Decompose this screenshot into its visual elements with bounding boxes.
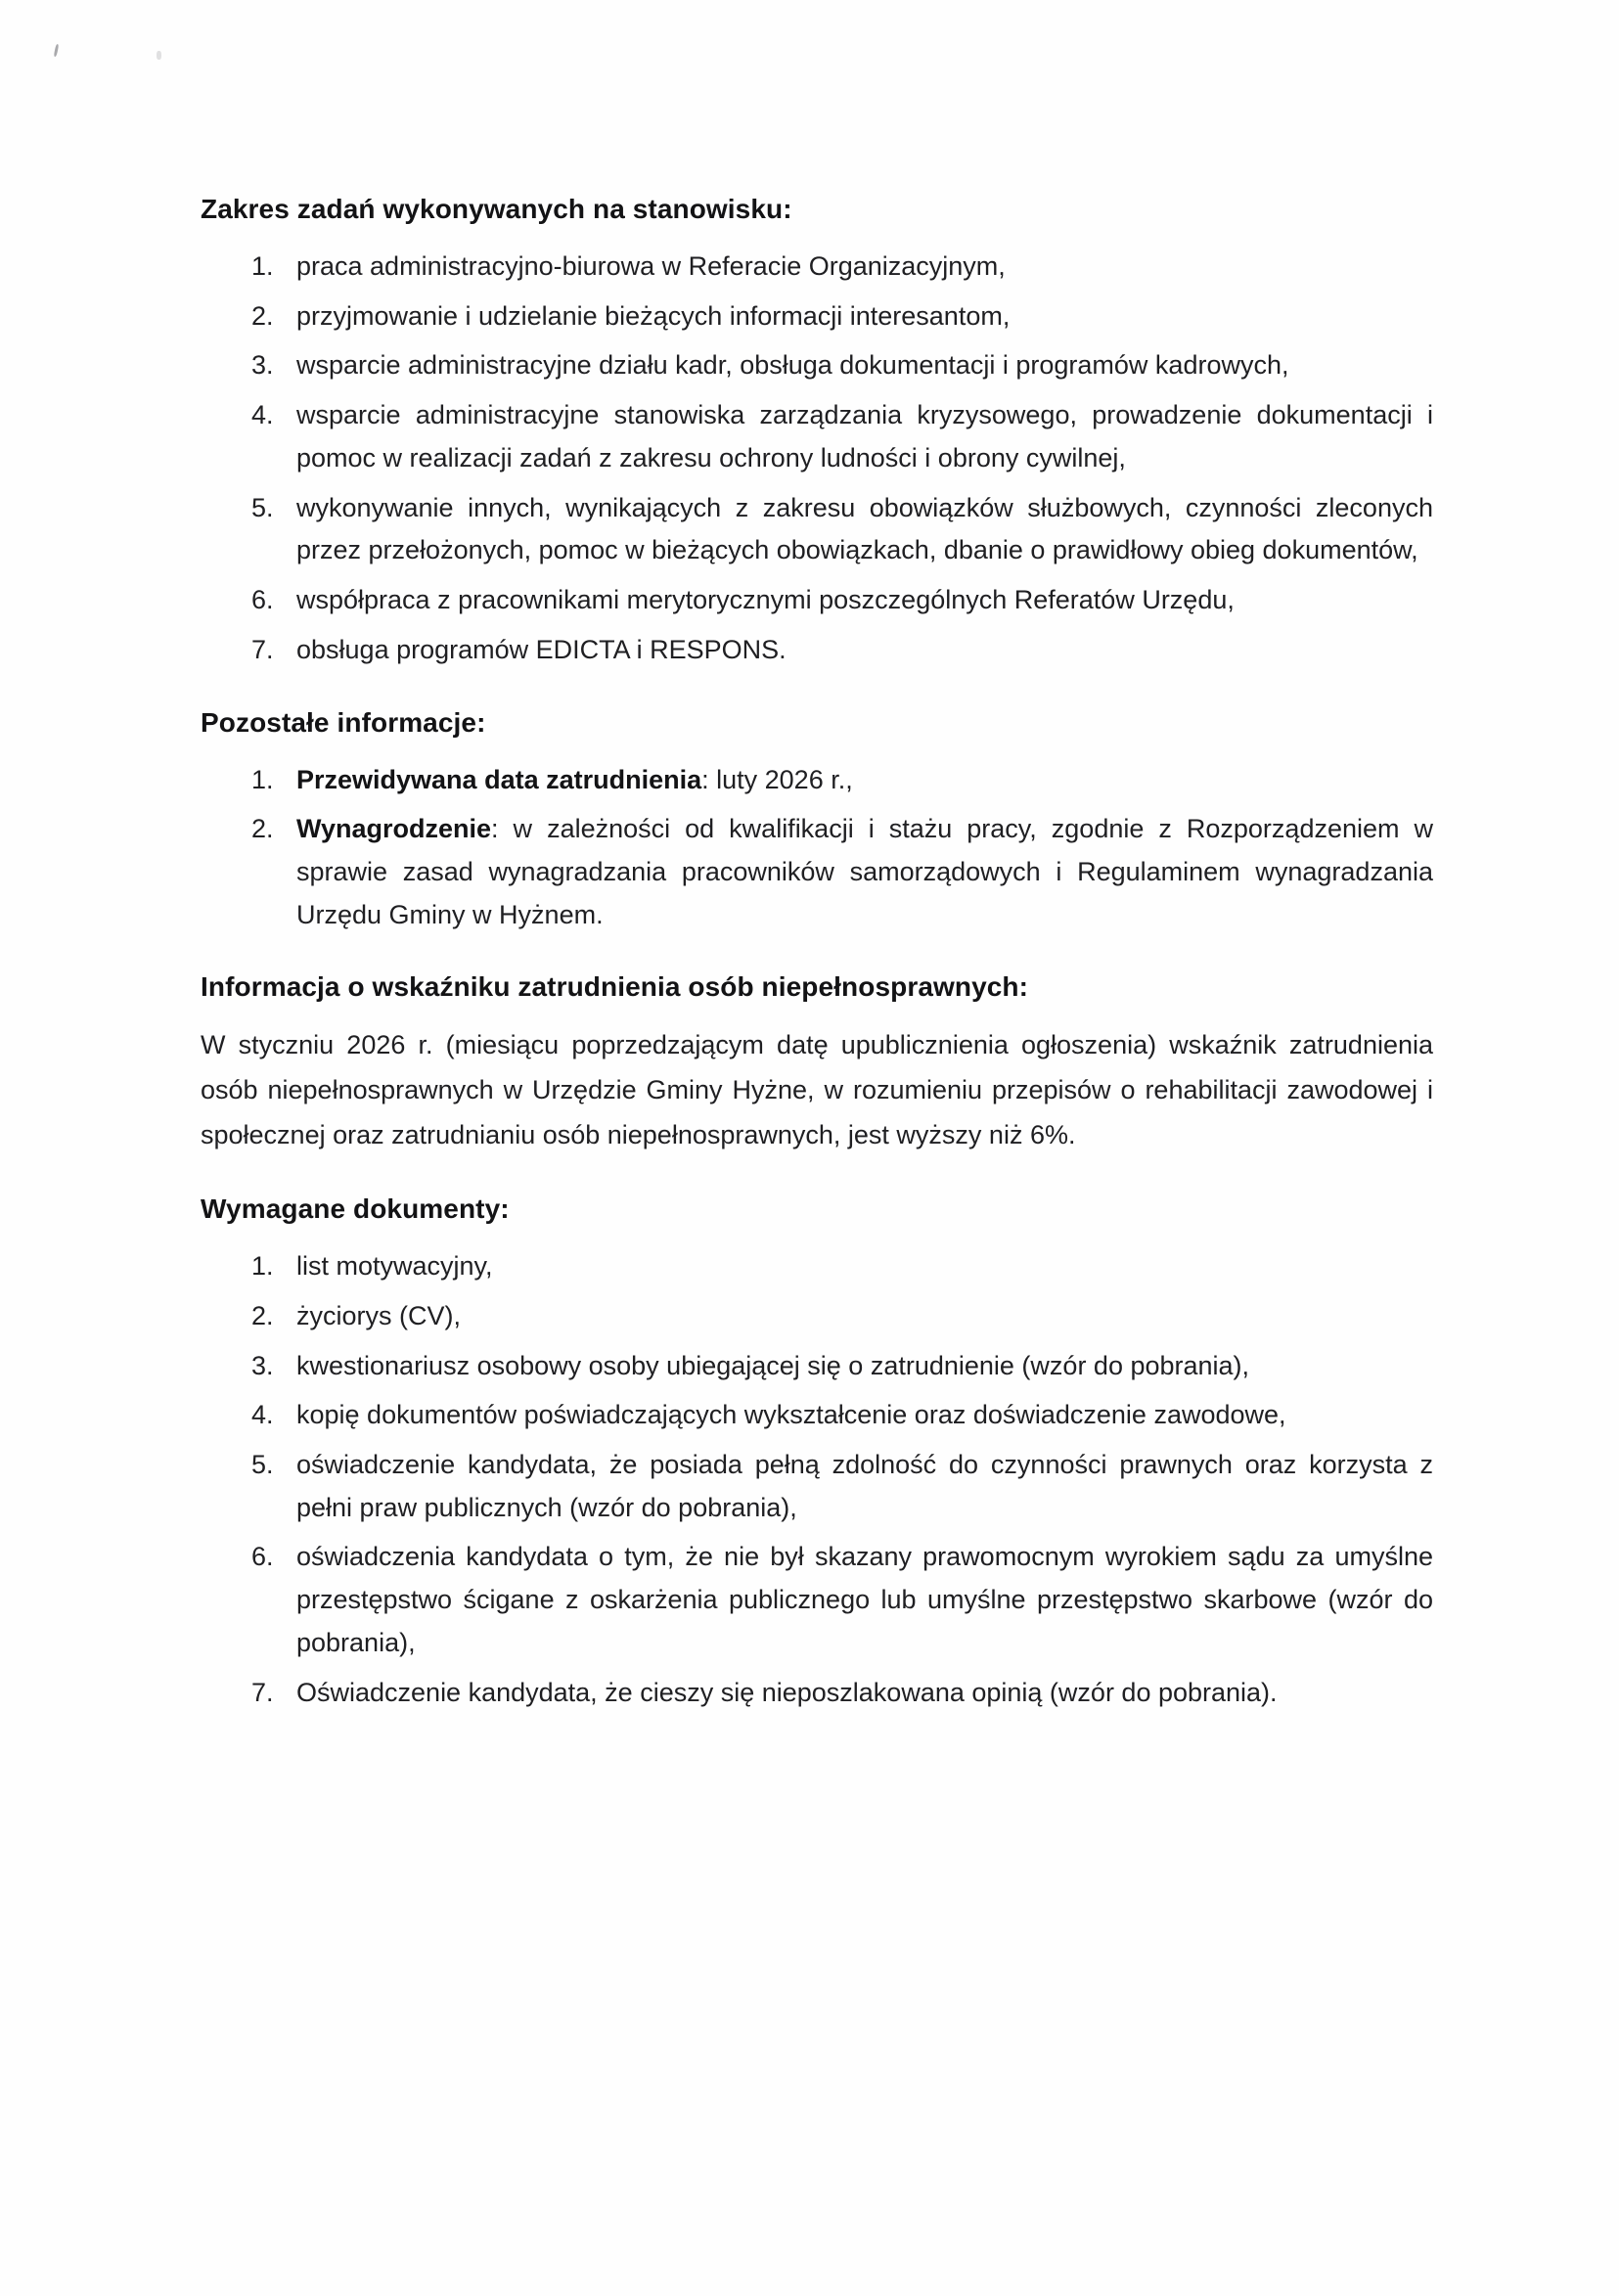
list-item-lead: Wynagrodzenie — [296, 814, 492, 844]
list-marker: 1. — [251, 764, 274, 794]
list-marker: 1. — [251, 1251, 274, 1282]
list-item — [201, 629, 1433, 672]
list-item — [201, 759, 1433, 802]
list-item — [201, 1672, 1433, 1715]
list-item-text — [296, 808, 1433, 936]
list-item — [201, 808, 1433, 936]
scan-artifact-speck — [157, 51, 161, 60]
list-wymagane-dokumenty — [201, 1245, 1433, 1714]
list-item-text: kwestionariusz osobowy osoby ubiegającej się o zatrudnienie (wzór do pobrania), — [296, 1350, 1250, 1380]
list-item-text: współpraca z pracownikami merytorycznymi poszczególnych Referatów Urzędu, — [296, 585, 1235, 615]
list-item-text: praca administracyjno-biurowa w Referacie Organizacyjnym, — [296, 250, 1006, 281]
list-marker: 3. — [251, 1350, 274, 1380]
list-item-lead: Przewidywana data zatrudnienia — [296, 764, 702, 794]
list-item-text: list motywacyjny, — [296, 1251, 493, 1282]
list-item-text: Oświadczenie kandydata, że cieszy się nieposzlakowana opinią (wzór do pobrania). — [296, 1677, 1278, 1707]
list-item-text: kopię dokumentów poświadczających wykształcenie oraz doświadczenie zawodowe, — [296, 1400, 1286, 1430]
list-item-rest: : w zależności od kwalifikacji i stażu pracy, zgodnie z Rozporządzeniem w sprawie zasad wynagradzania pracowników samorządowych i Regulaminem wynagradzania Urzędu Gminy w Hyżnem. — [296, 814, 1433, 929]
list-marker: 7. — [251, 634, 274, 664]
section-heading-pozostale-informacje: Pozostałe informacje: — [201, 706, 486, 738]
paragraph-wskaznik-zatrudnienia: W styczniu 2026 r. (miesiącu poprzedzającym datę upublicznienia ogłoszenia) wskaźnik zatrudnienia osób niepełnosprawnych w Urzędzie Gminy Hyżne, w rozumieniu przepisów o rehabilitacji zawodowej i społecznej oraz zatrudnianiu osób niepełnosprawnych, jest wyższy niż 6%. — [201, 1030, 1433, 1150]
list-marker: 4. — [251, 1400, 274, 1430]
list-item — [201, 1295, 1433, 1338]
spacer — [201, 1158, 1433, 1192]
list-marker: 2. — [251, 1300, 274, 1330]
section-heading-wymagane-dokumenty: Wymagane dokumenty: — [201, 1193, 510, 1225]
document-content — [201, 192, 1433, 1714]
list-item — [201, 1345, 1433, 1388]
list-item — [201, 487, 1433, 572]
list-marker: 7. — [251, 1677, 274, 1707]
list-item-text: przyjmowanie i udzielanie bieżących informacji interesantom, — [296, 300, 1011, 331]
list-item-text: oświadczenia kandydata o tym, że nie był skazany prawomocnym wyrokiem sądu za umyślne przestępstwo ścigane z oskarżenia publicznego lub umyślne przestępstwo skarbowe (wzór do pobrania), — [296, 1542, 1433, 1657]
list-item-text: wsparcie administracyjne stanowiska zarządzania kryzysowego, prowadzenie dokumentacji i pomoc w realizacji zadań z zakresu ochrony ludności i obrony cywilnej, — [296, 400, 1433, 473]
list-item-text — [296, 759, 1433, 802]
list-item-text: obsługa programów EDICTA i RESPONS. — [296, 634, 787, 664]
list-item — [201, 1536, 1433, 1664]
list-marker: 5. — [251, 1449, 274, 1479]
list-item-rest: : luty 2026 r., — [701, 764, 853, 794]
list-item — [201, 1245, 1433, 1288]
list-marker: 3. — [251, 350, 274, 381]
section-heading-zakres-zadan: Zakres zadań wykonywanych na stanowisku: — [201, 194, 792, 224]
list-marker: 2. — [251, 300, 274, 331]
section-heading-wskaznik-zatrudnienia: Informacja o wskaźniku zatrudnienia osób niepełnosprawnych: — [201, 971, 1029, 1003]
spacer — [201, 936, 1433, 969]
scan-artifact-speck — [54, 44, 60, 57]
list-pozostale-informacje — [201, 759, 1433, 937]
list-marker: 6. — [251, 585, 274, 615]
list-item — [201, 579, 1433, 622]
list-item-text: życiorys (CV), — [296, 1300, 461, 1330]
list-item — [201, 344, 1433, 387]
list-marker: 1. — [251, 250, 274, 281]
list-marker: 5. — [251, 492, 274, 522]
list-marker: 6. — [251, 1542, 274, 1572]
list-item — [201, 1444, 1433, 1529]
list-item-text: wsparcie administracyjne działu kadr, obsługa dokumentacji i programów kadrowych, — [296, 350, 1289, 381]
list-marker: 2. — [251, 814, 274, 844]
spacer — [201, 672, 1433, 705]
list-item-text: wykonywanie innych, wynikających z zakresu obowiązków służbowych, czynności zleconych przez przełożonych, pomoc w bieżących obowiązkach, dbanie o prawidłowy obieg dokumentów, — [296, 492, 1433, 565]
list-item-text: oświadczenie kandydata, że posiada pełną zdolność do czynności prawnych oraz korzysta z pełni praw publicznych (wzór do pobrania), — [296, 1449, 1433, 1522]
list-zakres-zadan — [201, 246, 1433, 672]
list-marker: 4. — [251, 400, 274, 430]
list-item — [201, 295, 1433, 338]
list-item — [201, 394, 1433, 479]
list-item — [201, 246, 1433, 289]
list-item — [201, 1394, 1433, 1437]
